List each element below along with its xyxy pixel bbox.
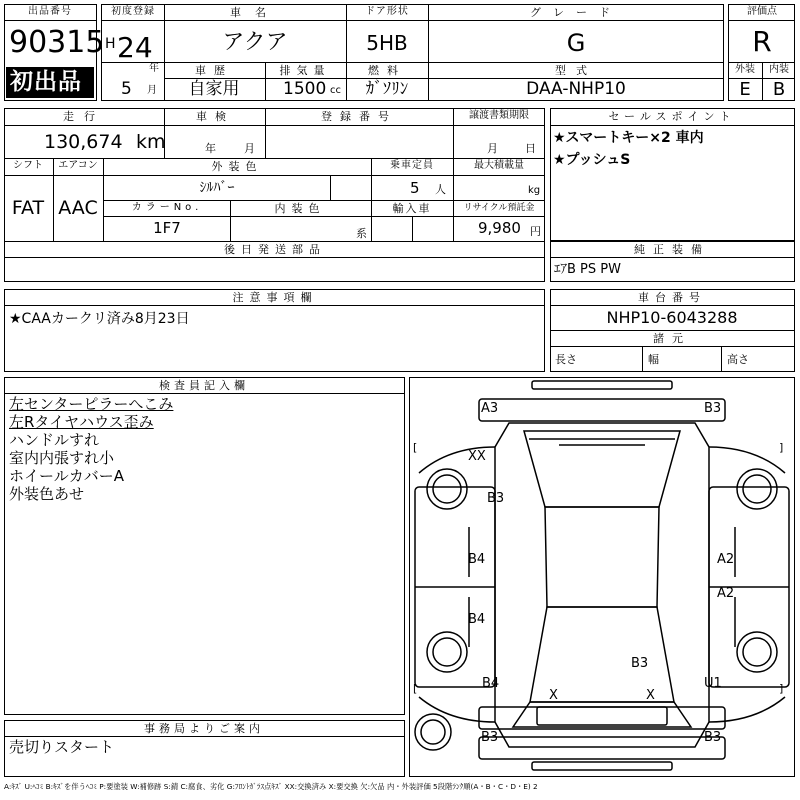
sales-point-box — [550, 108, 795, 241]
mark-lamp-right: X — [646, 688, 655, 703]
capacity-label: 乗車定員 — [390, 160, 434, 171]
mark-rear-left: B3 — [481, 730, 499, 745]
ext-score-label: 外装 — [735, 64, 755, 75]
transfer-doc-label: 譲渡書類期限 — [469, 110, 529, 121]
inspection-label: 車検 — [196, 110, 234, 123]
svg-text:]: ] — [779, 682, 784, 695]
fuel-label: 燃料 — [368, 64, 406, 77]
recycle-label: リサイクル預託金 — [463, 203, 535, 213]
width-label: 幅 — [648, 353, 659, 366]
chassis-number: NHP10-6043288 — [606, 308, 738, 327]
grade-label: グレード — [530, 6, 622, 19]
score-label: 評価点 — [747, 6, 777, 17]
height-label: 高さ — [727, 353, 749, 366]
ac-label: エアコン — [58, 160, 98, 171]
inspector-label: 検査員記入欄 — [159, 379, 249, 392]
mark-rear-right: B3 — [704, 730, 722, 745]
lot-number-label: 出品番号 — [28, 6, 72, 17]
door-label: ドア形状 — [365, 6, 409, 17]
reg-month-unit: 月 — [147, 85, 157, 96]
capacity: 5 — [410, 179, 420, 197]
recycle-unit: 円 — [530, 225, 541, 238]
model-label: 型式 — [555, 64, 597, 77]
mark-door-fl: B4 — [468, 552, 486, 567]
ac: AAC — [58, 197, 98, 219]
mark-door-fr: A2 — [717, 552, 735, 567]
sales-point-line-1: ★スマートキー×2 車内 — [553, 130, 704, 146]
model: DAA-NHP10 — [526, 79, 626, 99]
int-score: B — [772, 79, 786, 100]
svg-text:[: [ — [413, 682, 418, 695]
office-label: 事務局よりご案内 — [144, 722, 264, 735]
legend: A:ｷｽﾞ U:ﾍｺﾐ B:ｷｽﾞを伴うﾍｺﾐ P:要塗装 W:補修跡 S:錆 C:腐食、劣化 G:ﾌﾛﾝﾄｶﾞﾗｽ点ｷｽﾞ XX:交換済み X:要交換 欠:欠品 内・外装評価 5段階ﾗﾝｸ順(A・B・C・D・E) 2 — [4, 782, 538, 791]
car-name: アクア — [222, 30, 288, 55]
int-color-label: 内装色 — [274, 202, 326, 215]
mark-rear-right-quarter: B3 — [631, 656, 649, 671]
history: 自家用 — [188, 79, 240, 99]
inspector-line-3: ハンドルすれ — [9, 431, 100, 449]
office-value: 売切りスタート — [9, 738, 115, 756]
score: R — [752, 25, 772, 58]
inspector-line-4: 室内内張すれ小 — [9, 449, 115, 467]
reg-month: 5 — [121, 79, 132, 99]
recycle-amount: 9,980 — [478, 219, 521, 237]
equipment-label: 純正装備 — [634, 243, 710, 256]
mark-rear-left-quarter: B4 — [482, 676, 500, 691]
car-diagram — [409, 377, 795, 777]
ext-color-label: 外装色 — [211, 160, 263, 173]
mark-door-rr: A2 — [717, 586, 735, 601]
length-label: 長さ — [555, 353, 577, 366]
mark-fender-left: XX — [468, 449, 486, 464]
reg-year-unit: 年 — [149, 63, 159, 74]
int-color-unit: 系 — [356, 227, 367, 240]
sales-point-line-2: ★プッシュS — [553, 152, 631, 168]
reg-year: 24 — [117, 31, 153, 64]
mileage: 130,674 — [44, 131, 123, 153]
reg-number-label: 登録番号 — [321, 110, 397, 123]
fuel: ｶﾞｿﾘﾝ — [365, 79, 409, 99]
mark-front-left: A3 — [481, 401, 499, 416]
int-score-label: 内装 — [769, 64, 789, 75]
displacement-unit: cc — [330, 85, 341, 96]
history-label: 車歴 — [195, 64, 233, 77]
sales-point-label: セールスポイント — [608, 110, 736, 123]
color-no-label: カラーNo. — [131, 202, 203, 213]
first-reg-label: 初度登録 — [111, 6, 155, 17]
mark-door-rl: B4 — [468, 612, 486, 627]
notes-label: 注意事項欄 — [232, 291, 318, 304]
mark-hood-left: B3 — [487, 491, 505, 506]
lot-number: 90315 — [9, 25, 105, 60]
notes-value: ★CAAカークリ済み8月23日 — [9, 311, 190, 327]
max-load-unit: kg — [528, 185, 541, 196]
era: H — [105, 36, 116, 52]
grade: G — [566, 29, 586, 57]
inspection-year-unit: 年 — [205, 142, 216, 155]
ext-score: E — [739, 79, 751, 100]
shift-label: シフト — [13, 160, 43, 171]
mark-lamp-left: X — [549, 688, 558, 703]
shift: FAT — [11, 197, 45, 219]
car-name-label: 車名 — [230, 6, 280, 19]
displacement: 1500 — [283, 79, 327, 99]
inspector-line-2: 左Rタイヤハウス歪み — [9, 413, 154, 431]
equipment-value: ｴｱB PS PW — [554, 262, 621, 277]
dims-label: 諸元 — [653, 332, 691, 345]
transfer-day-unit: 日 — [525, 142, 536, 155]
svg-text:]: ] — [779, 441, 784, 454]
ext-color: ｼﾙﾊﾞｰ — [199, 180, 235, 196]
import-label: 輸入車 — [392, 202, 432, 215]
displacement-label: 排気量 — [279, 64, 331, 77]
mark-front-right: B3 — [704, 401, 722, 416]
capacity-unit: 人 — [435, 183, 446, 196]
inspector-line-5: ホイールカバーA — [9, 467, 124, 485]
inspector-line-6: 外装色あせ — [9, 485, 85, 503]
chassis-label: 車台番号 — [638, 291, 706, 304]
parts-label: 後日発送部品 — [224, 243, 326, 256]
door: 5HB — [366, 31, 408, 55]
mileage-unit: km — [136, 131, 166, 153]
inspection-month-unit: 月 — [244, 142, 255, 155]
first-listing-text: 初出品 — [10, 69, 82, 95]
mark-rear-right-lamp: U1 — [704, 676, 722, 691]
color-no: 1F7 — [153, 219, 181, 237]
svg-text:[: [ — [413, 441, 418, 454]
inspector-line-1: 左センターピラーへこみ — [9, 395, 174, 413]
mileage-label: 走行 — [63, 110, 105, 123]
max-load-label: 最大積載量 — [474, 160, 524, 171]
transfer-month-unit: 月 — [487, 142, 498, 155]
